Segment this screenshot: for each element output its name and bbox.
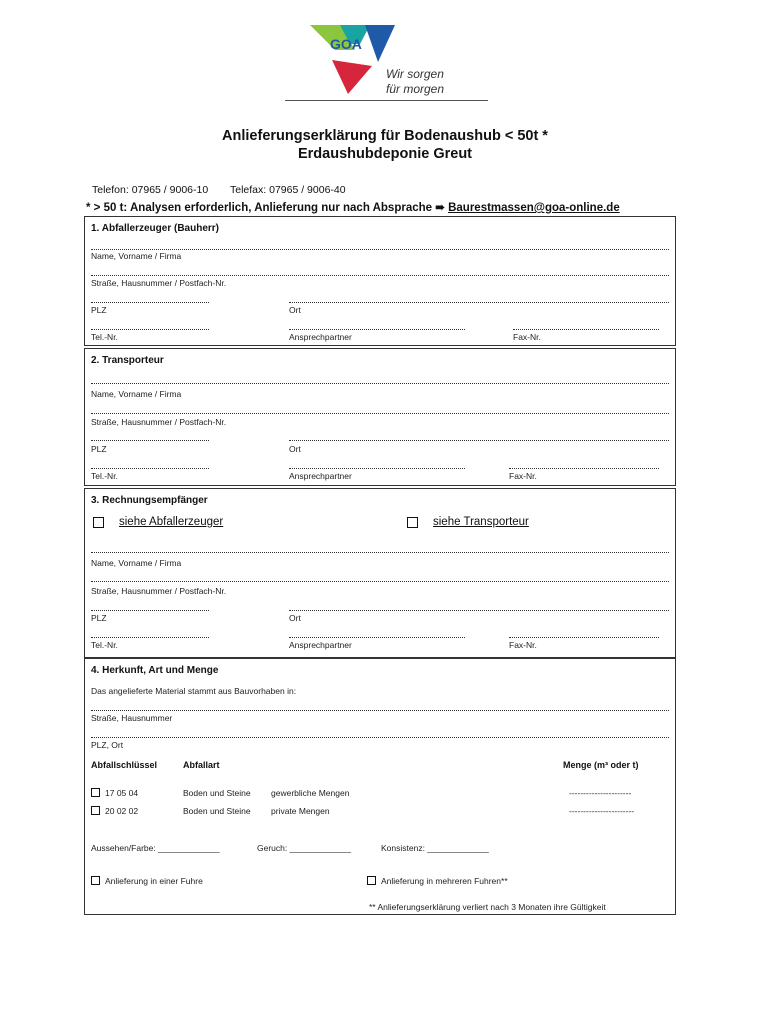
section-3-title: 3. Rechnungsempfänger xyxy=(91,495,208,506)
plz-label: PLZ xyxy=(91,613,107,623)
checkbox-siehe-transporteur[interactable] xyxy=(407,517,418,528)
einer-fuhre-label: Anlieferung in einer Fuhre xyxy=(105,876,203,886)
name-label: Name, Vorname / Firma xyxy=(91,558,182,568)
fax-field[interactable] xyxy=(509,637,659,638)
footnote: ** Anlieferungserklärung verliert nach 3 Monaten ihre Gültigkeit xyxy=(369,902,606,912)
section-rechnungsempfaenger xyxy=(84,488,676,658)
warning-text: * > 50 t: Analysen erforderlich, Anlieferung nur nach Absprache xyxy=(86,202,433,214)
ort-field[interactable] xyxy=(289,440,669,441)
herkunft-strasse-field[interactable] xyxy=(91,710,669,711)
title-line-2: Erdaushubdeponie Greut xyxy=(297,146,472,162)
row-2-amount[interactable]: ----------------------- xyxy=(569,806,635,816)
row-2-key: 20 02 02 xyxy=(105,806,139,816)
plz-field[interactable] xyxy=(91,302,209,303)
ansprechpartner-field[interactable] xyxy=(289,468,465,469)
plz-label: PLZ xyxy=(91,305,107,315)
row-1-amount[interactable]: ---------------------- xyxy=(569,788,632,798)
row-1-key: 17 05 04 xyxy=(105,788,139,798)
section-abfallerzeuger xyxy=(84,216,676,346)
logo-underline xyxy=(285,100,488,101)
checkbox-siehe-abfallerzeuger[interactable] xyxy=(93,517,104,528)
tel-field[interactable] xyxy=(91,637,209,638)
fax-label: Fax-Nr. xyxy=(509,471,537,481)
ansprechpartner-label: Ansprechpartner xyxy=(289,332,352,342)
section-herkunft xyxy=(84,658,676,915)
strasse-label: Straße, Hausnummer / Postfach-Nr. xyxy=(91,278,227,288)
arrow-icon: ➠ xyxy=(435,202,445,214)
col-menge: Menge (m³ oder t) xyxy=(563,760,639,770)
col-abfallschluessel: Abfallschlüssel xyxy=(91,760,158,770)
strasse-label: Straße, Hausnummer / Postfach-Nr. xyxy=(91,417,227,427)
konsistenz-field[interactable]: Konsistenz: _____________ xyxy=(381,843,489,853)
ort-field[interactable] xyxy=(289,610,669,611)
row-2-desc: private Mengen xyxy=(271,806,330,816)
ort-field[interactable] xyxy=(289,302,669,303)
warning-line xyxy=(86,200,620,214)
mehreren-fuhren-label: Anlieferung in mehreren Fuhren** xyxy=(381,876,508,886)
tel-field[interactable] xyxy=(91,329,209,330)
ansprechpartner-field[interactable] xyxy=(289,637,465,638)
title-line-1: Anlieferungserklärung für Bodenaushub < 50t * xyxy=(222,128,548,144)
ansprechpartner-field[interactable] xyxy=(289,329,465,330)
tel-label: Tel.-Nr. xyxy=(91,640,118,650)
row-2-type: Boden und Steine xyxy=(183,806,251,816)
logo-tagline-1: Wir sorgen xyxy=(386,67,444,81)
checkbox-row-1[interactable] xyxy=(91,788,100,797)
checkbox-einer-fuhre[interactable] xyxy=(91,876,100,885)
ort-label: Ort xyxy=(289,444,301,454)
telefon: Telefon: 07965 / 9006-10 xyxy=(92,184,209,196)
name-label: Name, Vorname / Firma xyxy=(91,251,182,261)
fax-field[interactable] xyxy=(513,329,659,330)
ort-label: Ort xyxy=(289,613,301,623)
logo-brand-text: GOA xyxy=(330,36,362,52)
section-2-title: 2. Transporteur xyxy=(91,355,164,366)
name-field[interactable] xyxy=(91,552,669,553)
option-siehe-abfallerzeuger: siehe Abfallerzeuger xyxy=(119,516,224,528)
herkunft-strasse-label: Straße, Hausnummer xyxy=(91,713,173,723)
row-1-type: Boden und Steine xyxy=(183,788,251,798)
tel-label: Tel.-Nr. xyxy=(91,332,118,342)
name-field[interactable] xyxy=(91,249,669,250)
section-transporteur xyxy=(84,348,676,486)
fax-label: Fax-Nr. xyxy=(509,640,537,650)
herkunft-plz-ort-field[interactable] xyxy=(91,737,669,738)
name-label: Name, Vorname / Firma xyxy=(91,389,182,399)
logo-tagline-2: für morgen xyxy=(386,82,445,96)
logo-red-shape xyxy=(332,60,372,94)
strasse-field[interactable] xyxy=(91,275,669,276)
aussehen-field[interactable]: Aussehen/Farbe: _____________ xyxy=(91,843,220,853)
plz-label: PLZ xyxy=(91,444,107,454)
strasse-field[interactable] xyxy=(91,413,669,414)
checkbox-row-2[interactable] xyxy=(91,806,100,815)
strasse-label: Straße, Hausnummer / Postfach-Nr. xyxy=(91,586,227,596)
name-field[interactable] xyxy=(91,383,669,384)
tel-field[interactable] xyxy=(91,468,209,469)
geruch-field[interactable]: Geruch: _____________ xyxy=(257,843,352,853)
section-4-title: 4. Herkunft, Art und Menge xyxy=(91,665,219,676)
fax-label: Fax-Nr. xyxy=(513,332,541,342)
checkbox-mehreren-fuhren[interactable] xyxy=(367,876,376,885)
section-1-title: 1. Abfallerzeuger (Bauherr) xyxy=(91,223,219,234)
herkunft-plz-ort-label: PLZ, Ort xyxy=(91,740,124,750)
col-abfallart: Abfallart xyxy=(183,760,220,770)
option-siehe-transporteur: siehe Transporteur xyxy=(433,516,529,528)
ansprechpartner-label: Ansprechpartner xyxy=(289,640,352,650)
email-link[interactable]: Baurestmassen@goa-online.de xyxy=(448,202,620,214)
goa-logo xyxy=(300,22,490,102)
fax-field[interactable] xyxy=(509,468,659,469)
plz-field[interactable] xyxy=(91,440,209,441)
tel-label: Tel.-Nr. xyxy=(91,471,118,481)
plz-field[interactable] xyxy=(91,610,209,611)
row-1-desc: gewerbliche Mengen xyxy=(271,788,350,798)
strasse-field[interactable] xyxy=(91,581,669,582)
telefax: Telefax: 07965 / 9006-40 xyxy=(230,184,346,196)
logo-blue-shape xyxy=(365,25,395,62)
ansprechpartner-label: Ansprechpartner xyxy=(289,471,352,481)
herkunft-intro: Das angelieferte Material stammt aus Bauvorhaben in: xyxy=(91,686,297,696)
ort-label: Ort xyxy=(289,305,301,315)
